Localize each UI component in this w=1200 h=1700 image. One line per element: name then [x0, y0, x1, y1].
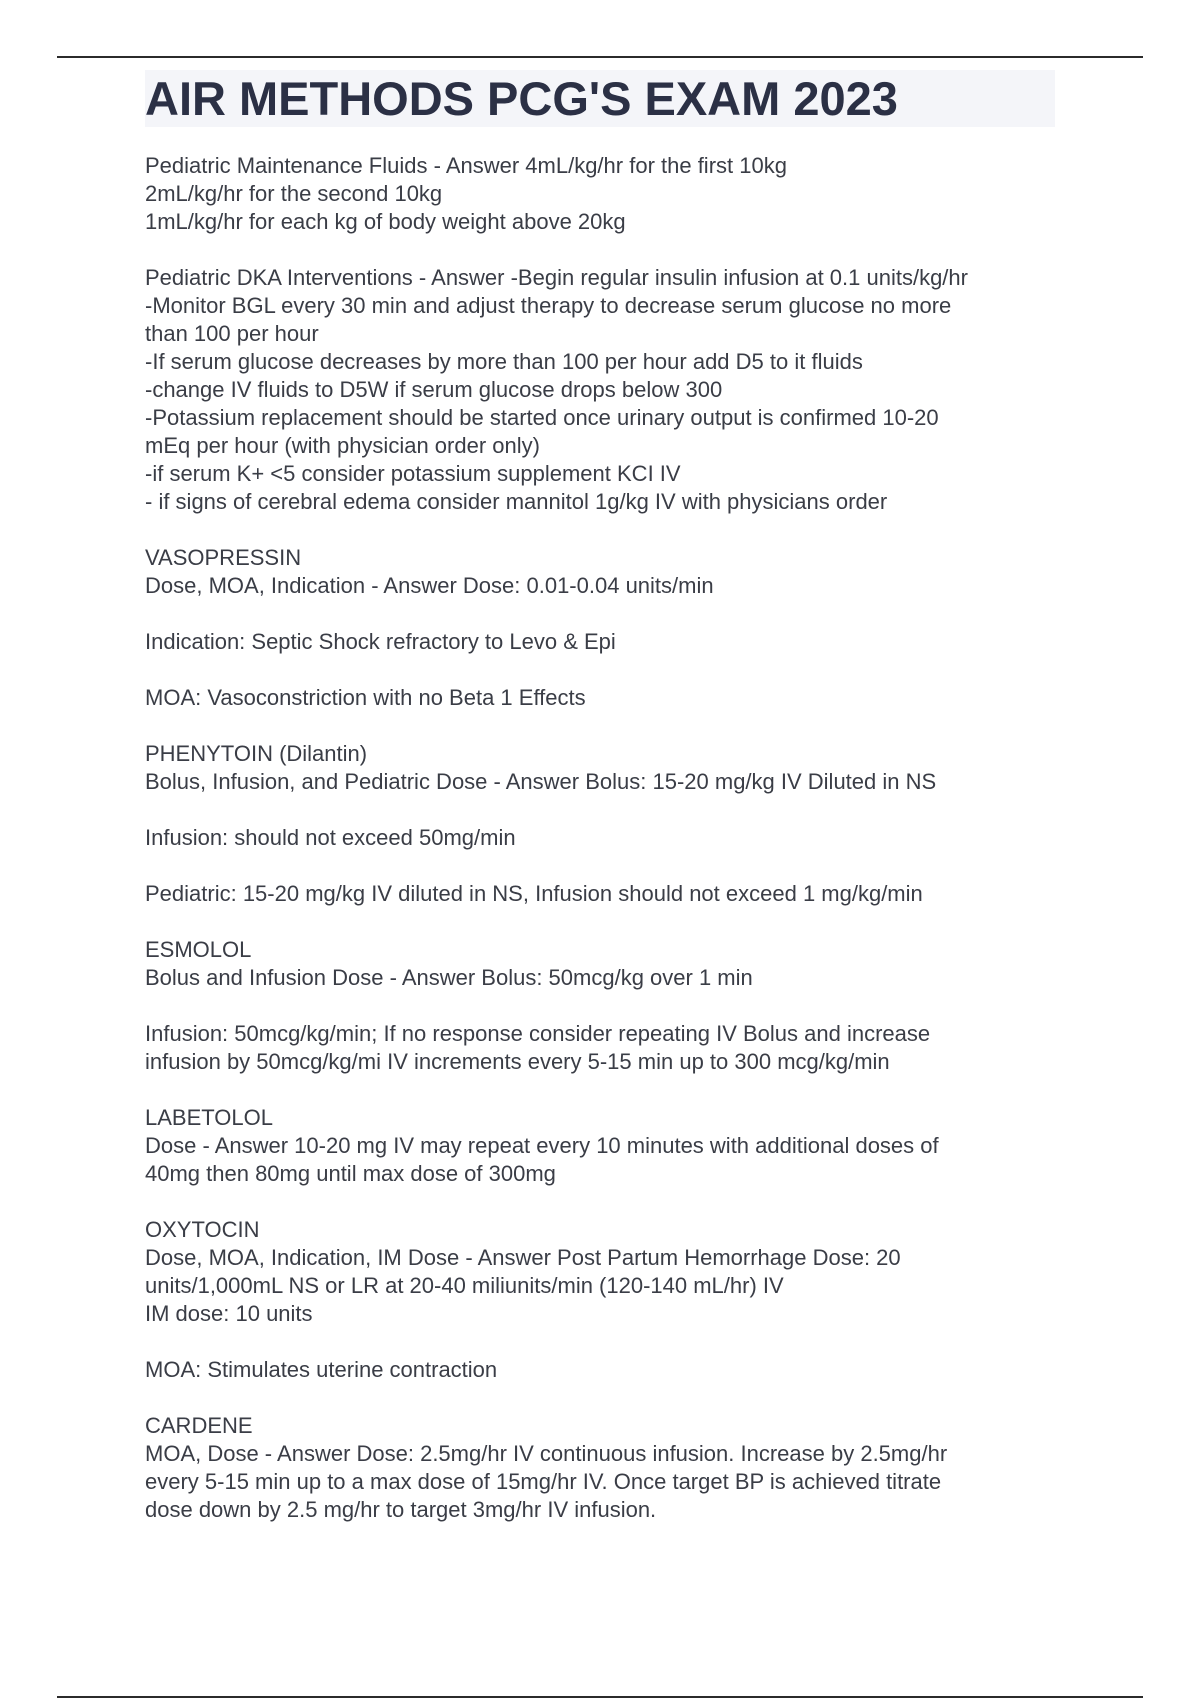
entry-text-line: LABETOLOL [145, 1105, 273, 1130]
blank-line [145, 656, 1055, 684]
entry-text-line: IM dose: 10 units [145, 1301, 313, 1326]
entry-text-line: Pediatric Maintenance Fluids - Answer 4mL/kg/hr for the first 10kg [145, 153, 787, 178]
bottom-divider [57, 1696, 1143, 1698]
top-divider [57, 56, 1143, 58]
entry-text-line: - if signs of cerebral edema consider mannitol 1g/kg IV with physicians order [145, 489, 888, 514]
entry-text-line: ESMOLOL [145, 937, 252, 962]
qa-entry [145, 1216, 1055, 1384]
entry-text-line: -Potassium replacement should be started once urinary output is confirmed 10-20 [145, 405, 939, 430]
blank-line [145, 796, 1055, 824]
entry-text-line: CARDENE [145, 1413, 253, 1438]
entry-text-line: mEq per hour (with physician order only) [145, 433, 540, 458]
entry-text-line: Indication: Septic Shock refractory to Levo & Epi [145, 629, 616, 654]
qa-entry [145, 1412, 1055, 1524]
entry-text-line: -Monitor BGL every 30 min and adjust therapy to decrease serum glucose no more [145, 293, 952, 318]
entry-text-line: Pediatric: 15-20 mg/kg IV diluted in NS, Infusion should not exceed 1 mg/kg/min [145, 881, 923, 906]
entry-text-line: -If serum glucose decreases by more than 100 per hour add D5 to it fluids [145, 349, 863, 374]
entry-text-line: -change IV fluids to D5W if serum glucose drops below 300 [145, 377, 723, 402]
document-page [145, 70, 1055, 1552]
entry-text-line: 2mL/kg/hr for the second 10kg [145, 181, 443, 206]
entry-text-line: MOA, Dose - Answer Dose: 2.5mg/hr IV continuous infusion. Increase by 2.5mg/hr [145, 1441, 948, 1466]
blank-line [145, 1328, 1055, 1356]
title-band [145, 70, 1055, 127]
entry-text-line: than 100 per hour [145, 321, 319, 346]
entry-text-line: Dose, MOA, Indication, IM Dose - Answer Post Partum Hemorrhage Dose: 20 [145, 1245, 901, 1270]
qa-entry [145, 936, 1055, 1076]
qa-entry [145, 740, 1055, 908]
entry-text-line: Infusion: should not exceed 50mg/min [145, 825, 516, 850]
entry-text-line: MOA: Stimulates uterine contraction [145, 1357, 498, 1382]
entry-text-line: Dose, MOA, Indication - Answer Dose: 0.01-0.04 units/min [145, 573, 714, 598]
entry-text-line: Infusion: 50mcg/kg/min; If no response consider repeating IV Bolus and increase [145, 1021, 931, 1046]
entry-text-line: dose down by 2.5 mg/hr to target 3mg/hr IV infusion. [145, 1497, 657, 1522]
entry-text-line: units/1,000mL NS or LR at 20-40 miliunits/min (120-140 mL/hr) IV [145, 1273, 784, 1298]
qa-entry [145, 152, 1055, 236]
qa-entry [145, 544, 1055, 712]
entry-text-line: OXYTOCIN [145, 1217, 260, 1242]
entry-text-line: Bolus and Infusion Dose - Answer Bolus: 50mcg/kg over 1 min [145, 965, 753, 990]
entry-list [145, 152, 1055, 1524]
entry-text-line: every 5-15 min up to a max dose of 15mg/hr IV. Once target BP is achieved titrate [145, 1469, 942, 1494]
document-title: AIR METHODS PCG'S EXAM 2023 [145, 72, 898, 125]
entry-text-line: Dose - Answer 10-20 mg IV may repeat every 10 minutes with additional doses of [145, 1133, 939, 1158]
blank-line [145, 600, 1055, 628]
entry-text-line: 40mg then 80mg until max dose of 300mg [145, 1161, 556, 1186]
entry-text-line: -if serum K+ <5 consider potassium supplement KCI IV [145, 461, 681, 486]
entry-text-line: 1mL/kg/hr for each kg of body weight above 20kg [145, 209, 626, 234]
entry-text-line: VASOPRESSIN [145, 545, 302, 570]
entry-text-line: MOA: Vasoconstriction with no Beta 1 Effects [145, 685, 586, 710]
entry-text-line: PHENYTOIN (Dilantin) [145, 741, 368, 766]
entry-text-line: Bolus, Infusion, and Pediatric Dose - Answer Bolus: 15-20 mg/kg IV Diluted in NS [145, 769, 937, 794]
qa-entry [145, 264, 1055, 516]
entry-text-line: infusion by 50mcg/kg/mi IV increments every 5-15 min up to 300 mcg/kg/min [145, 1049, 890, 1074]
qa-entry [145, 1104, 1055, 1188]
blank-line [145, 992, 1055, 1020]
blank-line [145, 852, 1055, 880]
entry-text-line: Pediatric DKA Interventions - Answer -Begin regular insulin infusion at 0.1 units/kg/hr [145, 265, 968, 290]
